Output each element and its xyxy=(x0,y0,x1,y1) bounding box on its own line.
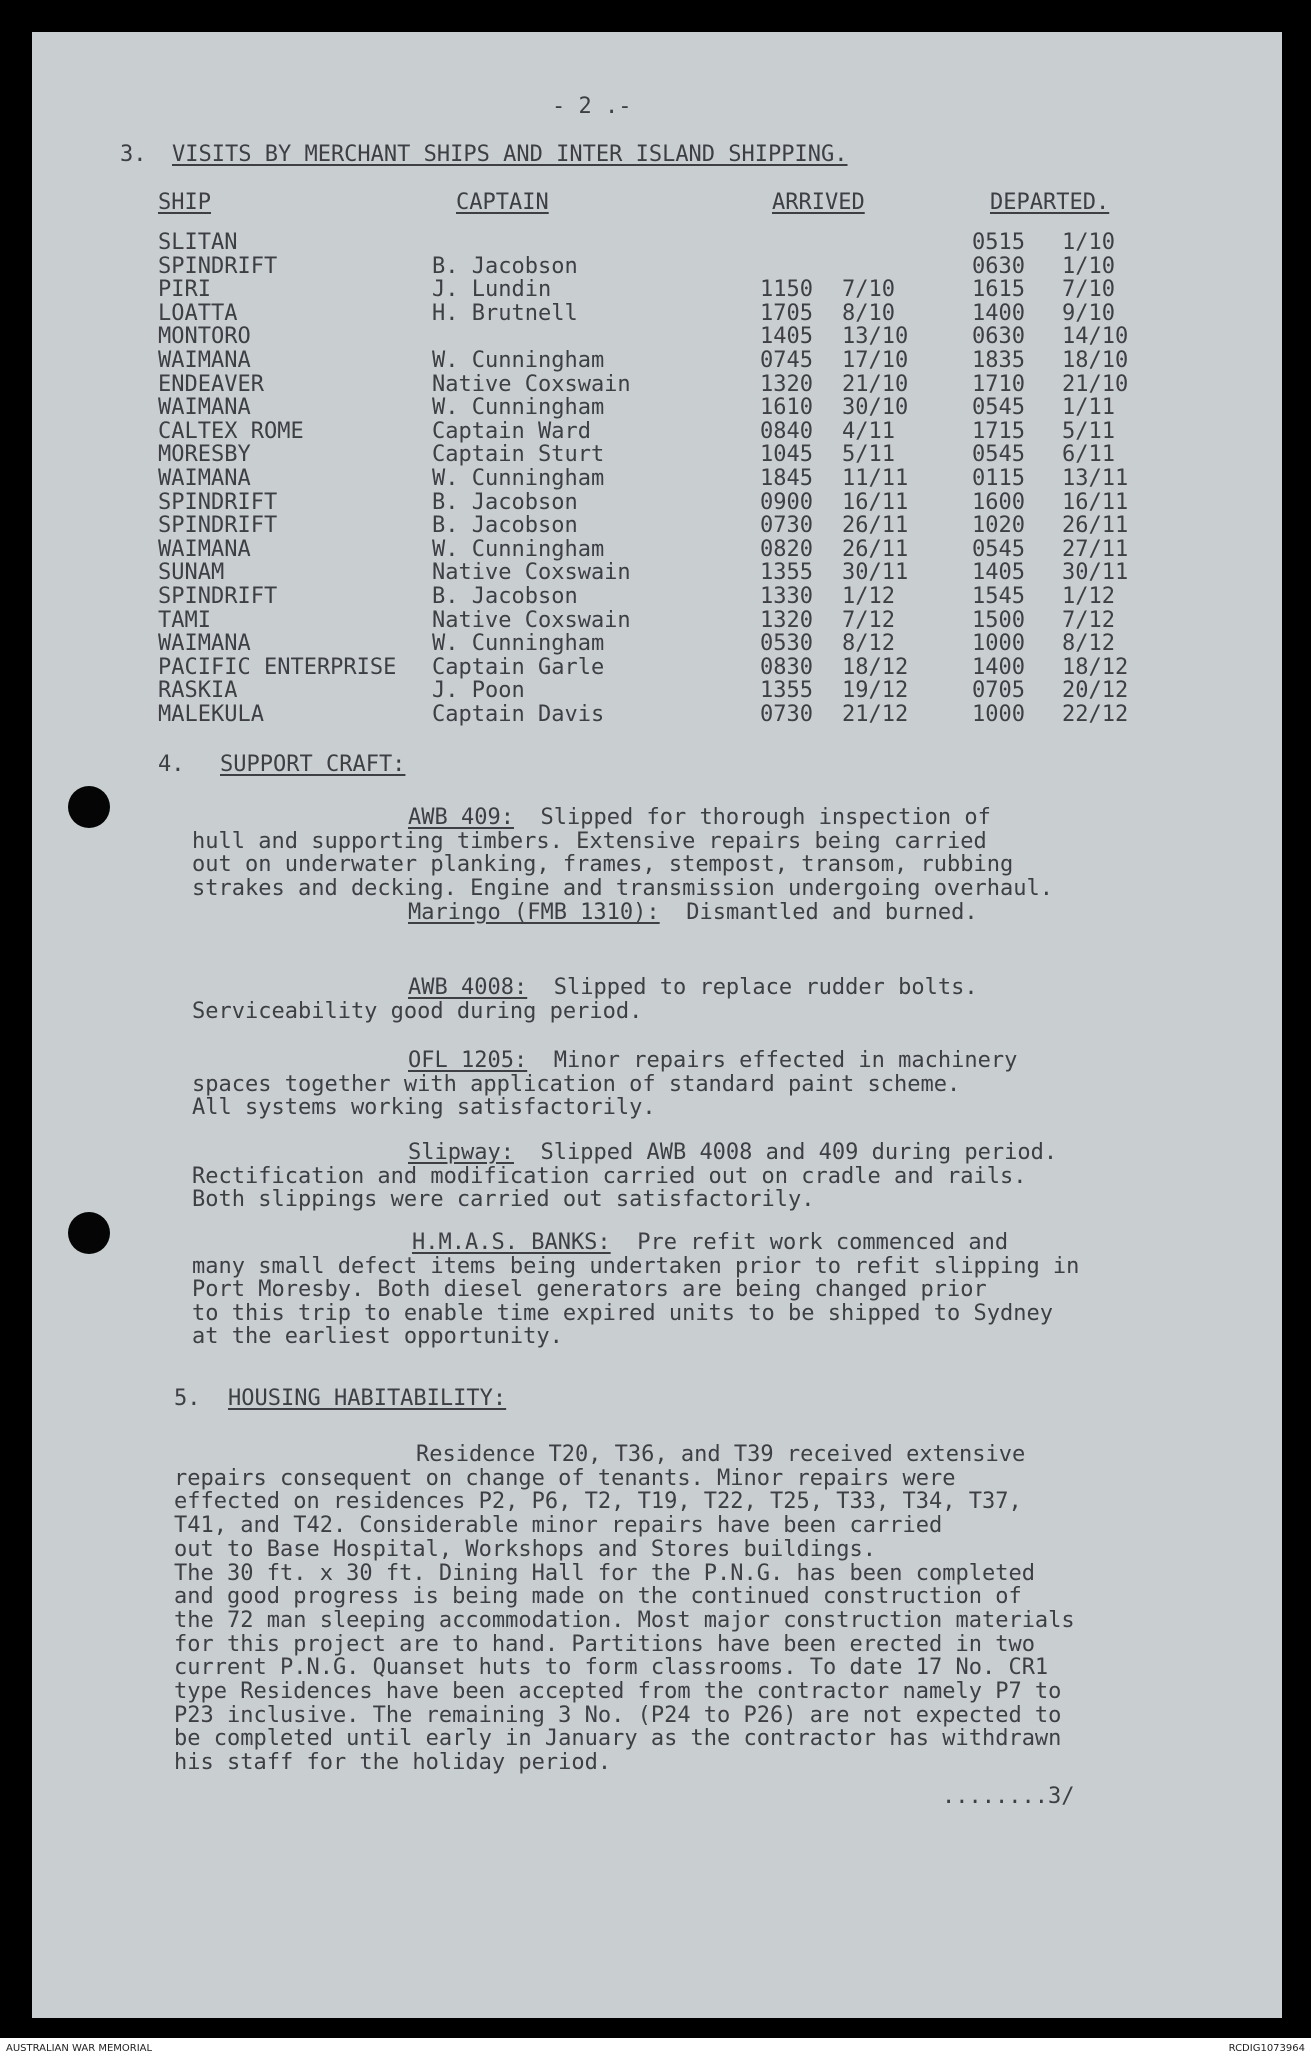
cell-ship: SPINDRIFT xyxy=(158,584,278,609)
cell-arrived-time: 0745 xyxy=(760,348,813,373)
cell-captain: Captain Sturt xyxy=(432,442,605,468)
cell-arrived-date: 21/10 xyxy=(842,371,909,397)
cell-departed-date: 21/10 xyxy=(1062,371,1129,397)
cell-ship: WAIMANA xyxy=(158,348,251,373)
cell-departed-time: 0630 xyxy=(972,324,1025,350)
cell-captain: J. Lundin xyxy=(432,277,552,303)
item-text-line: spaces together with application of standard paint scheme. xyxy=(192,1071,961,1097)
cell-captain: B. Jacobson xyxy=(432,584,578,609)
cell-departed-time: 0630 xyxy=(972,253,1025,279)
cell-arrived-time: 0730 xyxy=(760,702,813,727)
cell-arrived-time: 1150 xyxy=(760,277,813,303)
cell-captain: W. Cunningham xyxy=(432,536,605,562)
cell-ship: CALTEX ROME xyxy=(158,418,304,444)
cell-departed-time: 1400 xyxy=(972,654,1025,680)
footer-id: RCDIG1073964 xyxy=(1228,2043,1305,2054)
housing-text-line: repairs consequent on change of tenants. Minor repairs were xyxy=(174,1465,956,1491)
cell-captain: B. Jacobson xyxy=(432,513,578,539)
cell-arrived-date: 7/10 xyxy=(842,277,895,303)
cell-departed-time: 1715 xyxy=(972,418,1025,444)
cell-ship: SPINDRIFT xyxy=(158,253,278,279)
cell-arrived-date: 11/11 xyxy=(842,466,909,491)
cell-captain: B. Jacobson xyxy=(432,253,578,279)
cell-arrived-time: 1320 xyxy=(760,371,813,397)
cell-ship: LOATTA xyxy=(158,300,238,326)
cell-arrived-time: 1405 xyxy=(760,324,813,350)
housing-text-line: type Residences have been accepted from the contractor namely P7 to xyxy=(174,1679,1062,1704)
cell-ship: PACIFIC ENTERPRISE xyxy=(158,654,397,680)
cell-departed-time: 0115 xyxy=(972,466,1025,491)
cell-departed-date: 27/11 xyxy=(1062,536,1129,562)
cell-departed-time: 0515 xyxy=(972,230,1025,255)
item-text-line: Serviceability good during period. xyxy=(192,998,643,1024)
cell-arrived-date: 4/11 xyxy=(842,418,895,444)
cell-departed-time: 1835 xyxy=(972,348,1025,373)
housing-text-line: current P.N.G. Quanset huts to form classrooms. To date 17 No. CR1 xyxy=(174,1655,1049,1681)
item-text-line: Both slippings were carried out satisfactorily. xyxy=(192,1187,815,1212)
cell-departed-date: 13/11 xyxy=(1062,466,1129,491)
cell-departed-date: 14/10 xyxy=(1062,324,1129,350)
item-text-line: many small defect items being undertaken prior to refit slipping in xyxy=(192,1253,1080,1279)
header-arrived: ARRIVED xyxy=(772,190,865,215)
page-number: - 2 .- xyxy=(552,94,632,119)
cell-departed-date: 7/12 xyxy=(1062,607,1115,633)
item-label: H.M.A.S. BANKS: xyxy=(412,1230,611,1255)
cell-captain: Native Coxswain xyxy=(432,560,631,586)
cell-arrived-date: 26/11 xyxy=(842,536,909,562)
cell-arrived-time: 0820 xyxy=(760,536,813,562)
housing-text-line: effected on residences P2, P6, T2, T19, T22, T25, T33, T34, T37, xyxy=(174,1489,1022,1515)
cell-departed-date: 9/10 xyxy=(1062,300,1115,326)
cell-arrived-date: 16/11 xyxy=(842,489,909,515)
item-text-line: Slipped to replace rudder bolts. xyxy=(553,975,978,1000)
punch-hole-bottom xyxy=(68,1212,110,1254)
item-text-line: out on underwater planking, frames, stempost, transom, rubbing xyxy=(192,852,1014,877)
cell-captain: Native Coxswain xyxy=(432,607,631,633)
continuation-mark: ........3/ xyxy=(942,1784,1075,1809)
item-text-line: Slipped for thorough inspection of xyxy=(540,805,991,830)
item-label: Slipway: xyxy=(408,1140,514,1165)
cell-ship: WAIMANA xyxy=(158,536,251,562)
cell-arrived-date: 17/10 xyxy=(842,348,909,373)
header-ship: SHIP xyxy=(158,190,211,215)
housing-text-line: out to Base Hospital, Workshops and Stores buildings. xyxy=(174,1536,876,1562)
cell-arrived-date: 19/12 xyxy=(842,678,909,704)
item-text-line: strakes and decking. Engine and transmission undergoing overhaul. xyxy=(192,875,1053,901)
cell-departed-date: 30/11 xyxy=(1062,560,1129,586)
cell-departed-time: 1615 xyxy=(972,277,1025,303)
section-title: VISITS BY MERCHANT SHIPS AND INTER ISLAND SHIPPING. xyxy=(172,142,848,167)
cell-arrived-date: 1/12 xyxy=(842,584,895,609)
cell-arrived-date: 30/10 xyxy=(842,395,909,421)
cell-departed-time: 1600 xyxy=(972,489,1025,515)
cell-departed-time: 1545 xyxy=(972,584,1025,609)
cell-arrived-date: 8/10 xyxy=(842,300,895,326)
cell-captain: W. Cunningham xyxy=(432,631,605,657)
cell-arrived-time: 1320 xyxy=(760,607,813,633)
item-text-line: hull and supporting timbers. Extensive repairs being carried xyxy=(192,828,987,854)
cell-ship: MALEKULA xyxy=(158,702,264,727)
cell-departed-time: 1500 xyxy=(972,607,1025,633)
cell-ship: RASKIA xyxy=(158,678,238,704)
item-text-line: All systems working satisfactorily. xyxy=(192,1095,656,1120)
cell-captain: Captain Garle xyxy=(432,654,605,680)
section-number: 3. xyxy=(120,142,147,167)
housing-text-line: be completed until early in January as the contractor has withdrawn xyxy=(174,1726,1062,1752)
cell-departed-date: 22/12 xyxy=(1062,702,1129,727)
header-departed: DEPARTED. xyxy=(990,190,1110,215)
cell-captain: W. Cunningham xyxy=(432,395,605,421)
header-captain: CAPTAIN xyxy=(456,190,549,215)
housing-text-line: his staff for the holiday period. xyxy=(174,1750,612,1776)
cell-captain: Captain Davis xyxy=(432,702,605,727)
document-page xyxy=(32,32,1282,2018)
cell-departed-time: 0545 xyxy=(972,536,1025,562)
cell-departed-date: 1/12 xyxy=(1062,584,1115,609)
cell-ship: MORESBY xyxy=(158,442,251,468)
section-number: 4. xyxy=(158,752,185,777)
cell-arrived-date: 26/11 xyxy=(842,513,909,539)
housing-text-line: The 30 ft. x 30 ft. Dining Hall for the P.N.G. has been completed xyxy=(174,1560,1035,1586)
cell-arrived-time: 1705 xyxy=(760,300,813,326)
section-title: HOUSING HABITABILITY: xyxy=(228,1386,507,1411)
cell-arrived-date: 13/10 xyxy=(842,324,909,350)
cell-captain: W. Cunningham xyxy=(432,466,605,491)
cell-departed-time: 1400 xyxy=(972,300,1025,326)
cell-captain: H. Brutnell xyxy=(432,300,578,326)
cell-arrived-time: 1355 xyxy=(760,678,813,704)
cell-ship: SPINDRIFT xyxy=(158,489,278,515)
section-number: 5. xyxy=(174,1386,201,1411)
cell-arrived-date: 18/12 xyxy=(842,654,909,680)
cell-departed-date: 6/11 xyxy=(1062,442,1115,468)
cell-departed-time: 0545 xyxy=(972,442,1025,468)
cell-departed-date: 8/12 xyxy=(1062,631,1115,657)
cell-arrived-time: 0900 xyxy=(760,489,813,515)
cell-departed-date: 1/10 xyxy=(1062,253,1115,279)
cell-ship: ENDEAVER xyxy=(158,371,264,397)
cell-departed-time: 1405 xyxy=(972,560,1025,586)
item-text-line: at the earliest opportunity. xyxy=(192,1324,563,1349)
archive-footer xyxy=(0,2038,1311,2061)
cell-arrived-time: 1845 xyxy=(760,466,813,491)
item-label: AWB 409: xyxy=(408,805,514,830)
cell-arrived-date: 5/11 xyxy=(842,442,895,468)
item-label: Maringo (FMB 1310): xyxy=(408,900,660,925)
cell-departed-date: 18/10 xyxy=(1062,348,1129,373)
cell-arrived-time: 0830 xyxy=(760,654,813,680)
cell-captain: Native Coxswain xyxy=(432,371,631,397)
cell-arrived-date: 21/12 xyxy=(842,702,909,727)
cell-departed-date: 7/10 xyxy=(1062,277,1115,303)
cell-departed-time: 0705 xyxy=(972,678,1025,704)
cell-captain: B. Jacobson xyxy=(432,489,578,515)
cell-departed-time: 1020 xyxy=(972,513,1025,539)
cell-departed-date: 5/11 xyxy=(1062,418,1115,444)
cell-departed-time: 1000 xyxy=(972,631,1025,657)
cell-departed-date: 1/10 xyxy=(1062,230,1115,255)
cell-arrived-time: 1355 xyxy=(760,560,813,586)
cell-ship: SPINDRIFT xyxy=(158,513,278,539)
item-text-line: Port Moresby. Both diesel generators are being changed prior xyxy=(192,1277,987,1302)
housing-text-line: P23 inclusive. The remaining 3 No. (P24 to P26) are not expected to xyxy=(174,1702,1062,1728)
cell-departed-date: 16/11 xyxy=(1062,489,1129,515)
cell-departed-date: 26/11 xyxy=(1062,513,1129,539)
cell-ship: WAIMANA xyxy=(158,466,251,491)
housing-text-line: Residence T20, T36, and T39 received extensive xyxy=(416,1442,1026,1467)
housing-text-line: and good progress is being made on the continued construction of xyxy=(174,1584,1022,1610)
item-label: AWB 4008: xyxy=(408,975,528,1000)
cell-departed-date: 1/11 xyxy=(1062,395,1115,421)
cell-arrived-time: 0730 xyxy=(760,513,813,539)
cell-arrived-time: 0530 xyxy=(760,631,813,657)
footer-source: AUSTRALIAN WAR MEMORIAL xyxy=(6,2043,153,2054)
cell-arrived-time: 1330 xyxy=(760,584,813,609)
housing-text-line: the 72 man sleeping accommodation. Most major construction materials xyxy=(174,1607,1075,1633)
cell-departed-date: 20/12 xyxy=(1062,678,1129,704)
item-label: OFL 1205: xyxy=(408,1048,528,1073)
cell-ship: SUNAM xyxy=(158,560,225,586)
cell-arrived-time: 0840 xyxy=(760,418,813,444)
cell-ship: SLITAN xyxy=(158,230,238,255)
cell-arrived-time: 1045 xyxy=(760,442,813,468)
cell-captain: W. Cunningham xyxy=(432,348,605,373)
cell-ship: MONTORO xyxy=(158,324,251,350)
item-text-line: Dismantled and burned. xyxy=(686,900,978,925)
cell-departed-time: 0545 xyxy=(972,395,1025,421)
item-text-line: Rectification and modification carried out on cradle and rails. xyxy=(192,1163,1027,1189)
cell-departed-time: 1000 xyxy=(972,702,1025,727)
cell-arrived-time: 1610 xyxy=(760,395,813,421)
section-title: SUPPORT CRAFT: xyxy=(220,752,406,777)
cell-ship: WAIMANA xyxy=(158,631,251,657)
punch-hole-top xyxy=(68,786,110,828)
cell-captain: J. Poon xyxy=(432,678,525,704)
housing-text-line: for this project are to hand. Partitions have been erected in two xyxy=(174,1631,1035,1657)
cell-arrived-date: 8/12 xyxy=(842,631,895,657)
cell-captain: Captain Ward xyxy=(432,418,591,444)
item-text-line: to this trip to enable time expired units to be shipped to Sydney xyxy=(192,1300,1053,1326)
cell-ship: WAIMANA xyxy=(158,395,251,421)
item-text-line: Slipped AWB 4008 and 409 during period. xyxy=(540,1140,1058,1165)
cell-ship: TAMI xyxy=(158,607,211,633)
housing-text-line: T41, and T42. Considerable minor repairs have been carried xyxy=(174,1513,943,1539)
cell-departed-date: 18/12 xyxy=(1062,654,1129,680)
cell-departed-time: 1710 xyxy=(972,371,1025,397)
cell-arrived-date: 7/12 xyxy=(842,607,895,633)
item-text-line: Pre refit work commenced and xyxy=(637,1230,1009,1255)
item-text-line: Minor repairs effected in machinery xyxy=(553,1048,1018,1073)
cell-ship: PIRI xyxy=(158,277,211,303)
cell-arrived-date: 30/11 xyxy=(842,560,909,586)
